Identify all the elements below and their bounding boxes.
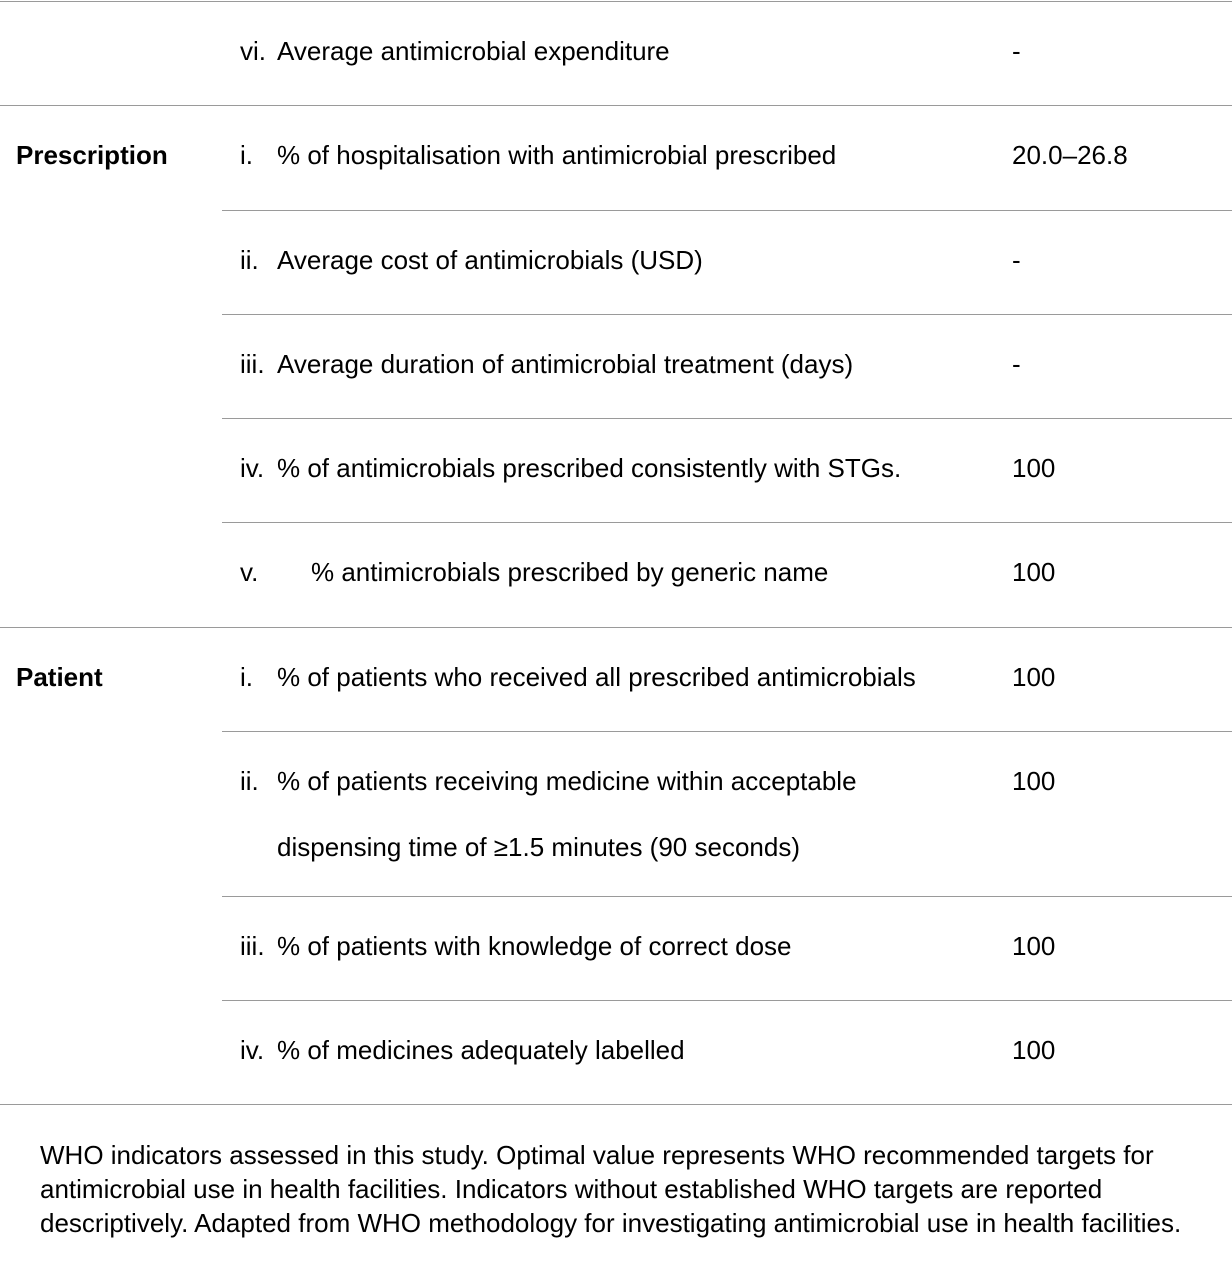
- indicator-number: i.: [240, 140, 253, 170]
- row-divider: [222, 731, 1232, 732]
- indicator-number: i.: [240, 662, 253, 692]
- indicator-text: Average antimicrobial expenditure: [277, 36, 670, 66]
- category-label: Prescription: [16, 140, 168, 170]
- optimal-value: 100: [1012, 557, 1056, 587]
- indicator-text: Average duration of antimicrobial treatment (days): [277, 349, 854, 379]
- optimal-value: 20.0–26.8: [1012, 140, 1128, 170]
- table-top-rule: [0, 1, 1232, 2]
- indicator-text: % antimicrobials prescribed by generic name: [311, 557, 829, 587]
- table-bottom-rule: [0, 1104, 1232, 1105]
- indicator-text: % of hospitalisation with antimicrobial prescribed: [277, 140, 837, 170]
- row-divider: [222, 418, 1232, 419]
- optimal-value: 100: [1012, 931, 1056, 961]
- indicator-number: vi.: [240, 36, 266, 66]
- row-divider: [222, 210, 1232, 211]
- optimal-value: 100: [1012, 766, 1056, 796]
- section-divider: [0, 627, 1232, 628]
- section-divider: [0, 105, 1232, 106]
- indicator-text: % of patients receiving medicine within acceptable: [277, 766, 857, 796]
- indicator-text: Average cost of antimicrobials (USD): [277, 245, 703, 275]
- indicator-text: % of patients who received all prescribed antimicrobials: [277, 662, 916, 692]
- optimal-value: 100: [1012, 662, 1056, 692]
- indicator-number: iii.: [240, 931, 265, 961]
- category-label: Patient: [16, 662, 103, 692]
- optimal-value: 100: [1012, 1035, 1056, 1065]
- indicator-number: v.: [240, 557, 259, 587]
- optimal-value: -: [1012, 349, 1021, 379]
- indicator-number: ii.: [240, 245, 259, 275]
- row-divider: [222, 522, 1232, 523]
- indicator-number: iv.: [240, 1035, 265, 1065]
- indicator-number: ii.: [240, 766, 259, 796]
- row-divider: [222, 896, 1232, 897]
- table-footnote: WHO indicators assessed in this study. Optimal value represents WHO recommended targets for antimicrobial use in health facilities. Indicators without established WHO targets are reported descriptively. Adapted from WHO methodology for investigating antimicrobial use in health facilities.: [40, 1140, 1182, 1238]
- indicator-text: % of antimicrobials prescribed consistently with STGs.: [277, 453, 902, 483]
- indicator-text: % of patients with knowledge of correct dose: [277, 931, 792, 961]
- optimal-value: -: [1012, 245, 1021, 275]
- row-divider: [222, 1000, 1232, 1001]
- indicator-text: % of medicines adequately labelled: [277, 1035, 685, 1065]
- optimal-value: -: [1012, 36, 1021, 66]
- row-divider: [222, 314, 1232, 315]
- indicator-number: iii.: [240, 349, 265, 379]
- indicator-text-continued: dispensing time of ≥1.5 minutes (90 seconds): [277, 832, 800, 862]
- indicator-number: iv.: [240, 453, 265, 483]
- optimal-value: 100: [1012, 453, 1056, 483]
